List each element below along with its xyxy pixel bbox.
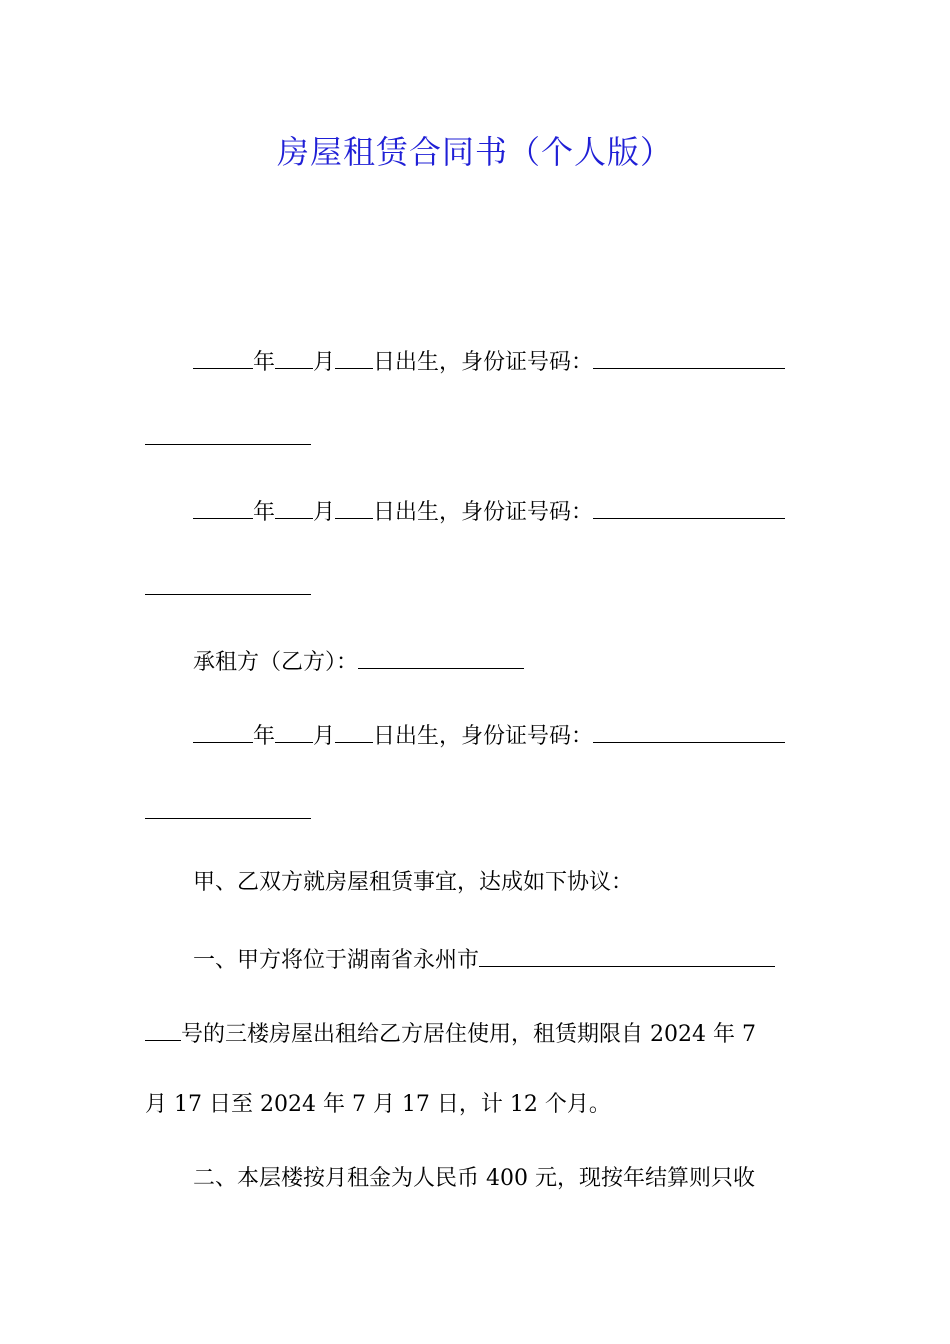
clause-1-line-2	[145, 1016, 807, 1050]
month-blank	[275, 494, 313, 519]
id-number-blank	[593, 718, 785, 743]
birth-id-label: 日出生，身份证号码：	[373, 500, 594, 525]
agreement-intro: 甲、乙双方就房屋租赁事宜，达成如下协议：	[193, 870, 634, 895]
month-label: 月	[313, 350, 336, 375]
birth-id-label: 日出生，身份证号码：	[373, 724, 594, 749]
id-number-continuation-2	[145, 570, 807, 604]
id-number-continuation-3	[145, 794, 807, 828]
tenant-line	[145, 644, 855, 678]
id-number-blank-cont	[145, 794, 311, 819]
year-blank	[193, 344, 253, 369]
day-blank	[335, 344, 373, 369]
year-blank	[193, 494, 253, 519]
year-blank	[193, 718, 253, 743]
clause-1-text: 一、甲方将位于湖南省永州市	[193, 948, 480, 973]
day-blank	[335, 718, 373, 743]
tenant-name-blank	[358, 644, 524, 669]
id-number-blank-cont	[145, 570, 311, 595]
id-number-blank-cont	[145, 420, 311, 445]
tenant-label: 承租方（乙方）：	[193, 650, 359, 675]
address-blank	[479, 942, 775, 967]
birth-id-line-1	[145, 344, 855, 378]
year-label: 年	[253, 350, 276, 375]
birth-id-label: 日出生，身份证号码：	[373, 350, 594, 375]
id-number-blank	[593, 344, 785, 369]
document-title: 房屋租赁合同书（个人版）	[276, 133, 673, 171]
month-blank	[275, 718, 313, 743]
day-blank	[335, 494, 373, 519]
house-number-blank	[145, 1016, 181, 1041]
birth-id-line-3	[145, 718, 855, 752]
month-blank	[275, 344, 313, 369]
clause-2-line-1: 二、本层楼按月租金为人民币 400 元，现按年结算则只收	[193, 1166, 755, 1191]
year-label: 年	[253, 500, 276, 525]
clause-1-line-1	[145, 942, 855, 976]
clause-1-text-2: 号的三楼房屋出租给乙方居住使用，租赁期限自 2024 年 7	[181, 1022, 756, 1047]
year-label: 年	[253, 724, 276, 749]
clause-1-line-3: 月 17 日至 2024 年 7 月 17 日，计 12 个月。	[145, 1092, 611, 1117]
birth-id-line-2	[145, 494, 855, 528]
month-label: 月	[313, 724, 336, 749]
id-number-blank	[593, 494, 785, 519]
id-number-continuation-1	[145, 420, 807, 454]
month-label: 月	[313, 500, 336, 525]
